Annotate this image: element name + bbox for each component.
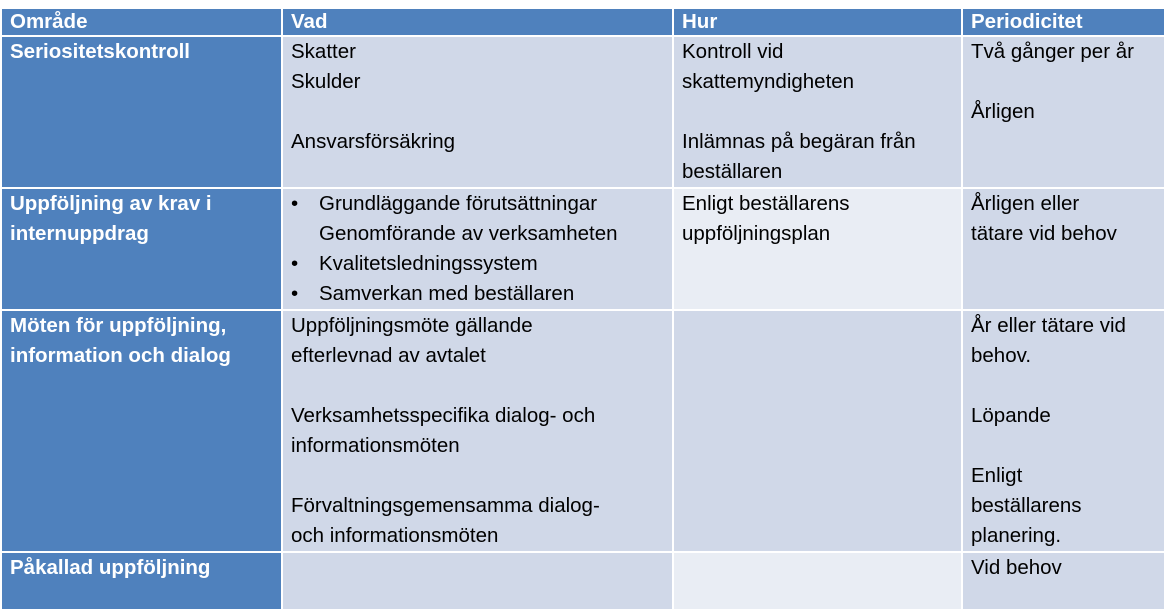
table-row — [2, 311, 1164, 551]
how-text: beställaren — [682, 160, 783, 183]
what-cell — [283, 189, 672, 309]
header-row — [2, 9, 1164, 35]
list-item — [291, 219, 666, 249]
header-area: Område — [2, 9, 281, 35]
area-text: Uppföljning av krav i — [10, 192, 212, 215]
period-text: Två gånger per år — [971, 40, 1134, 63]
bullet-icon: • — [291, 282, 299, 305]
what-cell — [283, 311, 672, 551]
table-row — [2, 553, 1164, 609]
how-cell — [674, 311, 961, 551]
what-text: Uppföljningsmöte gällande — [291, 314, 533, 337]
what-text: Skatter — [291, 40, 356, 63]
period-text: tätare vid behov — [971, 222, 1117, 245]
period-text: behov. — [971, 344, 1032, 367]
how-text: skattemyndigheten — [682, 70, 855, 93]
table-row — [2, 37, 1164, 187]
what-text: Ansvarsförsäkring — [291, 130, 456, 153]
area-text: information och dialog — [10, 344, 231, 367]
period-cell — [963, 311, 1164, 551]
area-cell — [2, 189, 281, 309]
period-cell — [963, 37, 1164, 187]
period-cell — [963, 189, 1164, 309]
list-item — [291, 249, 666, 279]
what-bullet-list — [291, 189, 666, 309]
how-text: uppföljningsplan — [682, 222, 831, 245]
area-text: Påkallad uppföljning — [10, 556, 211, 579]
bullet-icon: • — [291, 192, 299, 215]
period-text: planering. — [971, 524, 1062, 547]
area-text: Möten för uppföljning, — [10, 314, 227, 337]
period-text: År eller tätare vid — [971, 314, 1126, 337]
list-item-text: Kvalitetsledningssystem — [319, 252, 538, 275]
what-text: och informationsmöten — [291, 524, 499, 547]
period-text: Löpande — [971, 404, 1051, 427]
table-row — [2, 189, 1164, 309]
how-text: Enligt beställarens — [682, 192, 850, 215]
bullet-icon: • — [291, 252, 299, 275]
period-text: beställarens — [971, 494, 1082, 517]
how-cell — [674, 189, 961, 309]
how-text: Inlämnas på begäran från — [682, 130, 916, 153]
list-item-text: Grundläggande förutsättningar — [319, 192, 598, 215]
period-text: Vid behov — [971, 556, 1062, 579]
period-cell — [963, 553, 1164, 609]
list-item — [291, 189, 666, 219]
what-cell — [283, 37, 672, 187]
area-text: internuppdrag — [10, 222, 149, 245]
header-period: Periodicitet — [963, 9, 1164, 35]
area-cell — [2, 37, 281, 187]
list-item — [291, 279, 666, 309]
area-cell — [2, 311, 281, 551]
what-text: Verksamhetsspecifika dialog- och — [291, 404, 596, 427]
period-text: Årligen — [971, 100, 1035, 123]
period-text: Enligt — [971, 464, 1023, 487]
period-text: Årligen eller — [971, 192, 1080, 215]
list-item-text: Samverkan med beställaren — [319, 282, 575, 305]
header-what: Vad — [283, 9, 672, 35]
how-cell — [674, 37, 961, 187]
what-text: efterlevnad av avtalet — [291, 344, 486, 367]
area-text: Seriositetskontroll — [10, 40, 190, 63]
list-item-text: Genomförande av verksamheten — [319, 222, 618, 245]
what-text: Förvaltningsgemensamma dialog- — [291, 494, 600, 517]
header-how: Hur — [674, 9, 961, 35]
how-cell — [674, 553, 961, 609]
area-cell — [2, 553, 281, 609]
what-text: informationsmöten — [291, 434, 460, 457]
follow-up-table — [0, 7, 1164, 611]
how-text: Kontroll vid — [682, 40, 784, 63]
what-text: Skulder — [291, 70, 361, 93]
what-cell — [283, 553, 672, 609]
